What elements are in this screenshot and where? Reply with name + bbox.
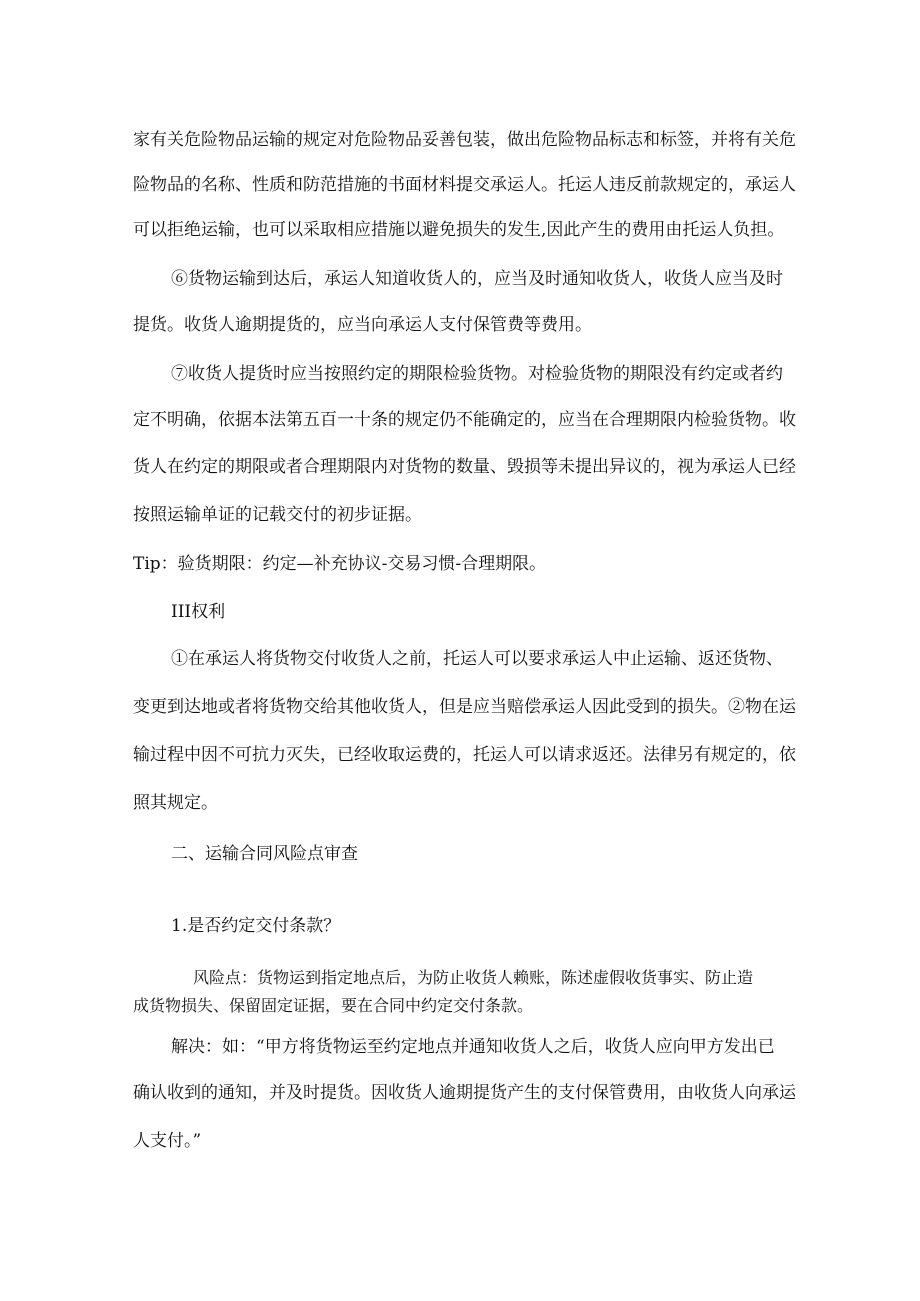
question-heading: 1.是否约定交付条款？: [171, 916, 341, 936]
paragraph-line: 家有关危险物品运输的规定对危险物品妥善包装，做出危险物品标志和标签，并将有关危: [133, 130, 796, 150]
tip-line: Tip：验货期限：约定—补充协议-交易习惯-合理期限。: [133, 554, 547, 574]
paragraph-line: 货人在约定的期限或者合理期限内对货物的数量、毁损等未提出异议的，视为承运人已经: [133, 457, 796, 477]
paragraph-line: 定不明确，依据本法第五百一十条的规定仍不能确定的，应当在合理期限内检验货物。收: [133, 410, 796, 430]
paragraph-line: 可以拒绝运输，也可以采取相应措施以避免损失的发生,因此产生的费用由托运人负担。: [133, 220, 785, 240]
paragraph-line: ①在承运人将货物交付收货人之前，托运人可以要求承运人中止运输、返还货物、: [171, 649, 783, 669]
solution-line: 人支付。”: [133, 1131, 202, 1151]
solution-line: 解决：如：“甲方将货物运至约定地点并通知收货人之后，收货人应向甲方发出已: [171, 1037, 775, 1057]
solution-line: 确认收到的通知，并及时提货。因收货人逾期提货产生的支付保管费用，由收货人向承运: [133, 1083, 796, 1103]
paragraph-line: 提货。收货人逾期提货的，应当向承运人支付保管费等费用。: [133, 315, 592, 335]
paragraph-line: 输过程中因不可抗力灭失，已经收取运费的，托运人可以请求返还。法律另有规定的，依: [133, 745, 796, 765]
paragraph-line: 变更到达地或者将货物交给其他收货人，但是应当赔偿承运人因此受到的损失。②物在运: [133, 697, 796, 717]
paragraph-line: 照其规定。: [133, 793, 218, 813]
rights-heading: III权利: [171, 602, 226, 622]
paragraph-line: ⑦收货人提货时应当按照约定的期限检验货物。对检验货物的期限没有约定或者约: [171, 364, 783, 384]
paragraph-line: ⑥货物运输到达后，承运人知道收货人的，应当及时通知收货人，收货人应当及时: [171, 269, 783, 289]
paragraph-line: 按照运输单证的记载交付的初步证据。: [133, 505, 422, 525]
risk-line: 成货物损失、保留固定证据，要在合同中约定交付条款。: [133, 996, 534, 1015]
risk-line: 风险点：货物运到指定地点后，为防止收货人赖账，陈述虚假收货事实、防止造: [193, 968, 754, 987]
paragraph-line: 险物品的名称、性质和防范措施的书面材料提交承运人。托运人违反前款规定的，承运人: [133, 175, 796, 195]
section-heading: 二、运输合同风险点审查: [171, 844, 358, 864]
